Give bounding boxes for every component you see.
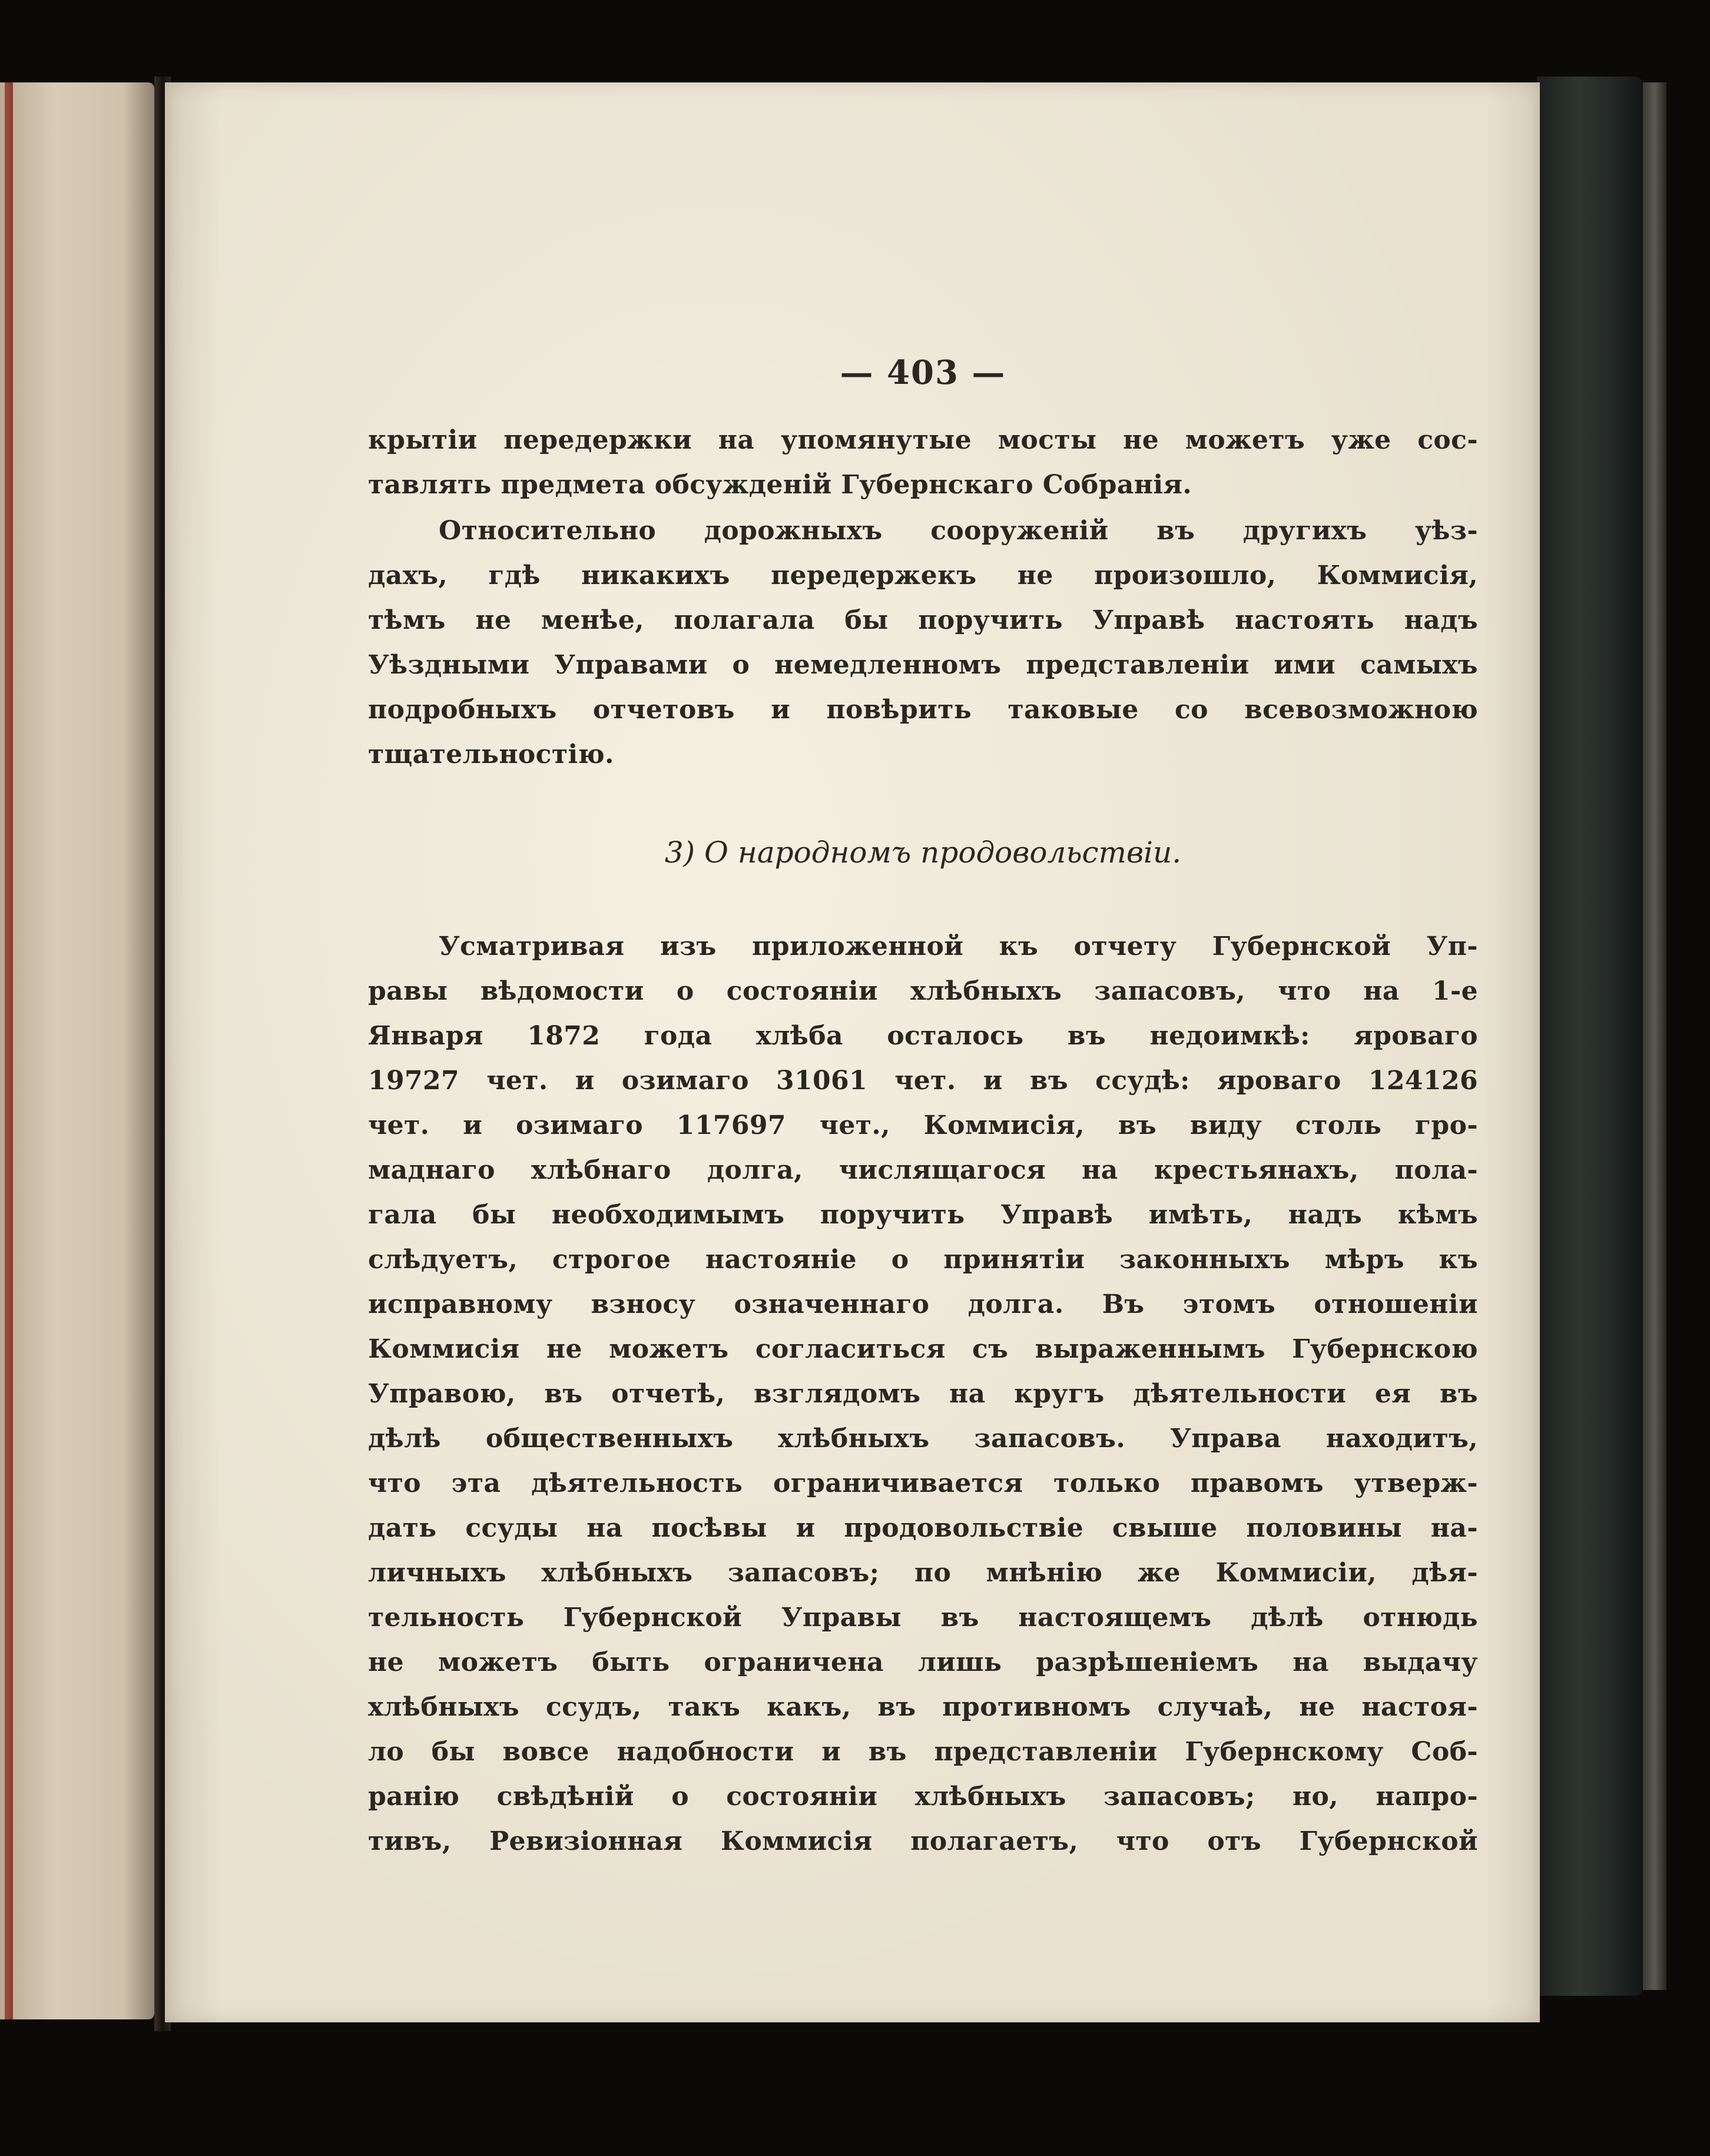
text-line: ло бы вовсе надобности и въ представленіи Губернскому Соб- bbox=[368, 1737, 1478, 1767]
text-line: тельность Губернской Управы въ настоящемъ дѣлѣ отнюдь bbox=[368, 1603, 1478, 1633]
text-line: ранію свѣдѣній о состояніи хлѣбныхъ запасовъ; но, напро- bbox=[368, 1782, 1478, 1812]
text-line: исправному взносу означеннаго долга. Въ этомъ отношеніи bbox=[368, 1289, 1478, 1319]
book-cover bbox=[1537, 77, 1643, 1996]
text-line: Уѣздными Управами о немедленномъ представленіи ими самыхъ bbox=[368, 650, 1478, 680]
section-heading: 3) О народномъ продовольствіи. bbox=[664, 835, 1182, 870]
page-number: — 403 — bbox=[840, 353, 1006, 392]
text-line: 19727 чет. и озимаго 31061 чет. и въ ссудѣ: яроваго 124126 bbox=[368, 1066, 1478, 1096]
text-line: Усматривая изъ приложенной къ отчету Губернской Уп- bbox=[439, 931, 1478, 961]
text-line: гала бы необходимымъ поручить Управѣ имѣть, надъ кѣмъ bbox=[368, 1200, 1478, 1230]
text-line: Января 1872 года хлѣба осталось въ недоимкѣ: яроваго bbox=[368, 1021, 1478, 1051]
text-line: слѣдуетъ, строгое настояніе о принятіи законныхъ мѣръ къ bbox=[368, 1245, 1478, 1275]
text-line: дѣлѣ общественныхъ хлѣбныхъ запасовъ. Управа находитъ, bbox=[368, 1424, 1478, 1454]
text-line: тавлять предмета обсужденій Губернскаго Собранія. bbox=[368, 470, 1192, 500]
text-line: чет. и озимаго 117697 чет., Коммисія, въ виду столь гро- bbox=[368, 1110, 1478, 1140]
text-line: тщательностію. bbox=[368, 739, 614, 769]
text-line: Управою, въ отчетѣ, взглядомъ на кругъ дѣятельности ея въ bbox=[368, 1379, 1478, 1409]
text-line: равы вѣдомости о состояніи хлѣбныхъ запасовъ, что на 1-е bbox=[368, 976, 1478, 1006]
text-line: хлѣбныхъ ссудъ, такъ какъ, въ противномъ случаѣ, не настоя- bbox=[368, 1692, 1478, 1722]
text-line: Относительно дорожныхъ сооруженій въ другихъ уѣз- bbox=[439, 516, 1478, 546]
text-line: дахъ, гдѣ никакихъ передержекъ не произошло, Коммисія, bbox=[368, 560, 1478, 591]
text-line: подробныхъ отчетовъ и повѣрить таковые со всевозможною bbox=[368, 695, 1478, 725]
previous-page-edge bbox=[0, 82, 154, 2019]
text-line: Коммисія не можетъ согласиться съ выраженнымъ Губернскою bbox=[368, 1334, 1478, 1364]
text-line: не можетъ быть ограничена лишь разрѣшеніемъ на выдачу bbox=[368, 1647, 1478, 1677]
text-line: маднаго хлѣбнаго долга, числящагося на крестьянахъ, пола- bbox=[368, 1155, 1478, 1185]
text-line: что эта дѣятельность ограничивается только правомъ утверж- bbox=[368, 1468, 1478, 1498]
document-page bbox=[165, 82, 1540, 2022]
text-line: дать ссуды на посѣвы и продовольствіе свыше половины на- bbox=[368, 1513, 1478, 1543]
text-line: тѣмъ не менѣе, полагала бы поручить Управѣ настоять надъ bbox=[368, 605, 1478, 635]
text-line: крытіи передержки на упомянутые мосты не можетъ уже сос- bbox=[368, 425, 1478, 455]
text-line: личныхъ хлѣбныхъ запасовъ; по мнѣнію же Коммисіи, дѣя- bbox=[368, 1558, 1478, 1588]
text-line: тивъ, Ревизіонная Коммисія полагаетъ, что отъ Губернской bbox=[368, 1826, 1478, 1856]
book-cover-edge bbox=[1643, 82, 1666, 1990]
